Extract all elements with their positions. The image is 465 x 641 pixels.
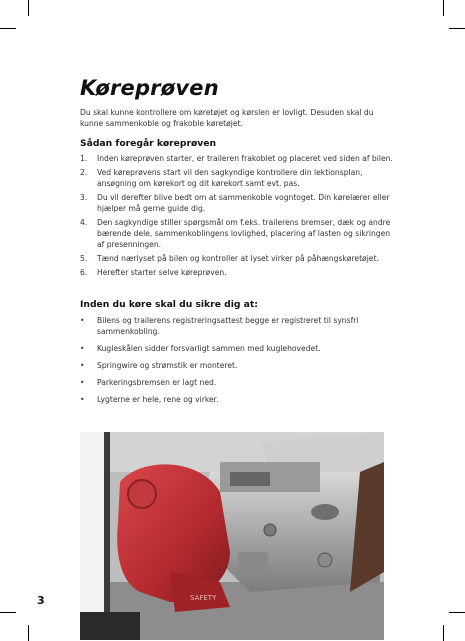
section-heading-checklist: Inden du køre skal du sikre dig at:: [80, 299, 258, 310]
crop-mark: [449, 28, 465, 29]
section-heading-procedure: Sådan foregår køreprøven: [80, 138, 217, 149]
list-item: 5. Tænd nærlyset på bilen og kontroller at lyset virker på påhængskøretøjet.: [80, 254, 379, 263]
crop-mark: [0, 28, 16, 29]
photo-brand-text: SAFETY: [190, 594, 217, 602]
trailer-coupling-photo: [80, 432, 384, 640]
list-item: 3. Du vil derefter blive bedt om at sammenkoble vogntoget. Din kørelærer eller hjælper må gerne guide dig.: [80, 193, 390, 213]
list-item: • Parkeringsbremsen er lagt ned.: [80, 378, 217, 387]
coupling-illustration: [80, 432, 384, 640]
crop-mark: [443, 0, 444, 16]
crop-mark: [449, 612, 465, 613]
page-number: 3: [37, 594, 45, 607]
bullet-icon: •: [80, 344, 85, 353]
list-item: 2. Ved køreprøvens start vil den sagkyndige kontrollere din lektionsplan, ansøgning om kørekort og dit kørekort samt evt. pas.: [80, 168, 363, 188]
list-item: 1. Inden køreprøven starter, er traileren frakoblet og placeret ved siden af bilen.: [80, 154, 393, 163]
procedure-list: [80, 153, 395, 278]
bullet-icon: •: [80, 378, 85, 387]
list-item: 4. Den sagkyndige stiller spørgsmål om f.eks. trailerens bremser, dæk og andre bærende dele, sammenkoblingens lovlighed, placering af lasten og sikringen af presenningen.: [80, 218, 391, 249]
list-item: 6. Herefter starter selve køreprøven.: [80, 268, 227, 277]
list-item: • Springwire og strømstik er monteret.: [80, 361, 238, 370]
crop-mark: [443, 625, 444, 641]
checklist: [80, 315, 395, 405]
list-item: • Kugleskålen sidder forsvarligt sammen med kuglehovedet.: [80, 344, 321, 353]
bullet-icon: •: [80, 361, 85, 370]
crop-mark: [0, 612, 16, 613]
page-title: Køreprøven: [80, 76, 219, 100]
crop-mark: [28, 0, 29, 16]
bullet-icon: •: [80, 395, 85, 404]
intro-paragraph: Du skal kunne kontrollere om køretøjet og kørslen er lovligt. Desuden skal du kunne sammenkoble og frakoble køretøjet.: [80, 108, 374, 128]
crop-mark: [28, 625, 29, 641]
list-item: • Lygterne er hele, rene og virker.: [80, 395, 219, 404]
list-item: • Bilens og trailerens registreringsattest begge er registreret til synsfri sammenkobling.: [80, 316, 359, 336]
bullet-icon: •: [80, 316, 85, 325]
